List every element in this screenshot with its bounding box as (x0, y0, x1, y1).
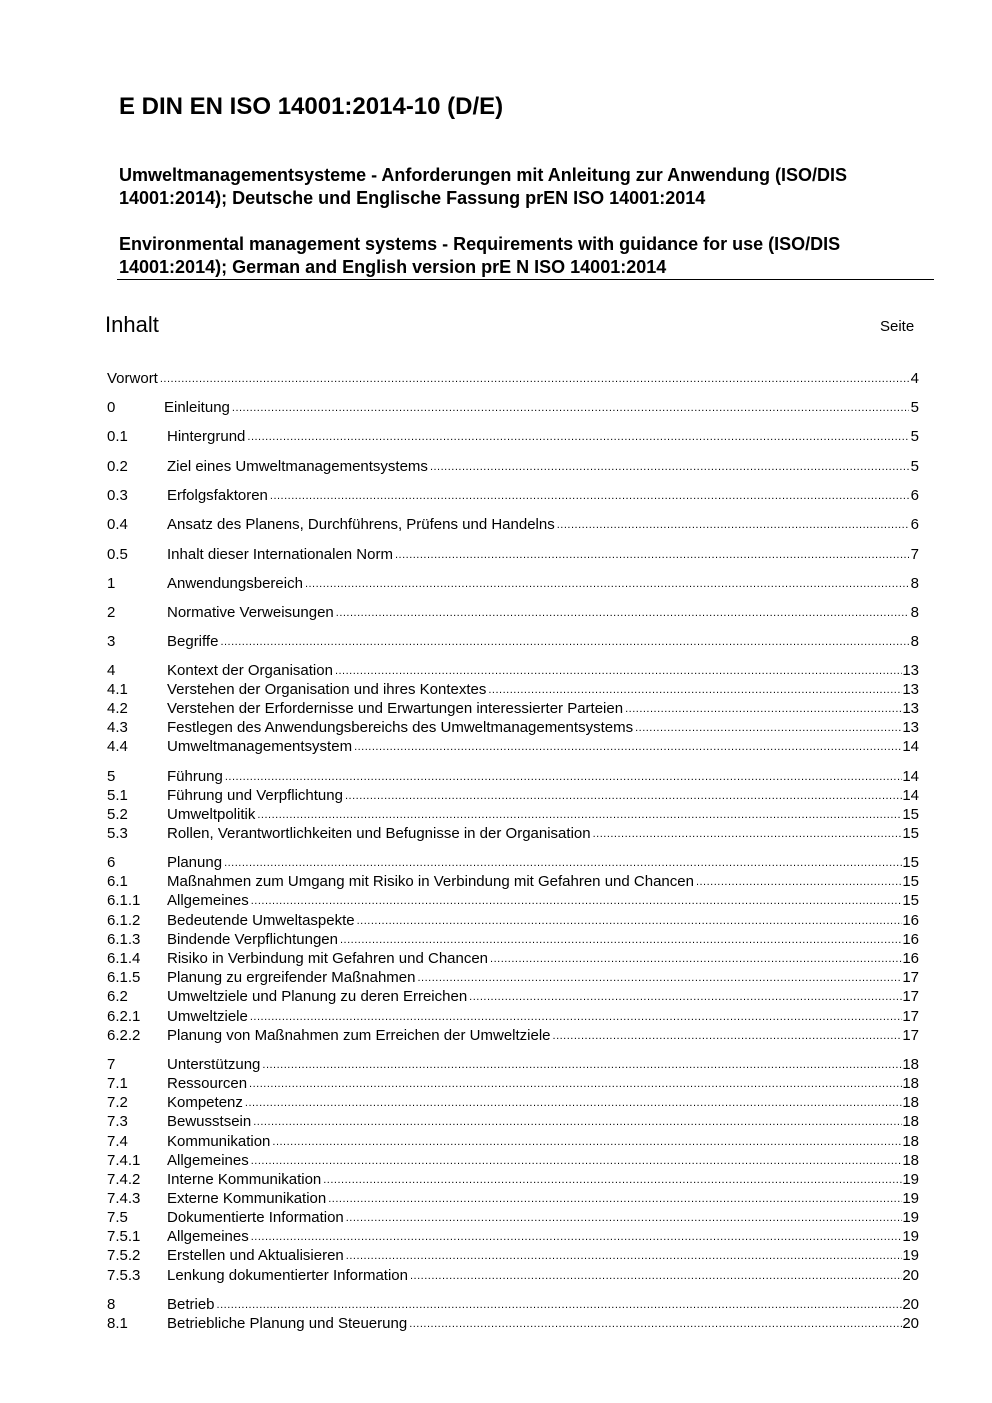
toc-entry[interactable] (107, 1151, 919, 1170)
title-divider (117, 279, 934, 280)
toc-entry-title: Begriffe (167, 633, 219, 650)
toc-dot-leader (243, 1096, 902, 1112)
toc-entry-page: 15 (902, 825, 919, 842)
toc-entry-number: 7.2 (107, 1094, 128, 1111)
toc-dot-leader (352, 740, 902, 756)
toc-entry[interactable] (107, 1007, 919, 1026)
toc-entry[interactable] (107, 699, 919, 718)
toc-entry-page: 13 (902, 662, 919, 679)
toc-dot-leader (260, 1058, 902, 1074)
toc-entry[interactable] (107, 1189, 919, 1208)
toc-entry-number: 6.2.2 (107, 1027, 141, 1044)
toc-dot-leader (247, 1077, 902, 1093)
toc-entry-title: Umweltziele (167, 1008, 248, 1025)
toc-entry-title: Kontext der Organisation (167, 662, 333, 679)
toc-entry-page: 15 (902, 806, 919, 823)
toc-entry[interactable] (107, 891, 919, 910)
toc-entry-number: 7.5.2 (107, 1247, 141, 1264)
toc-entry-number: 8.1 (107, 1315, 128, 1332)
toc-entry[interactable] (107, 1246, 919, 1265)
toc-entry-page: 18 (902, 1075, 919, 1092)
toc-dot-leader (249, 1154, 903, 1170)
toc-entry-page: 17 (902, 969, 919, 986)
toc-entry-page: 20 (902, 1267, 919, 1284)
toc-dot-leader (344, 1211, 903, 1227)
toc-dot-leader (326, 1192, 902, 1208)
toc-entry-number: 6.2 (107, 988, 128, 1005)
toc-dot-leader (334, 606, 909, 622)
toc-dot-leader (355, 914, 903, 930)
toc-entry-title: Anwendungsbereich (167, 575, 303, 592)
toc-entry-number: 7.5 (107, 1209, 128, 1226)
toc-entry[interactable] (107, 737, 919, 756)
toc-entry-page: 15 (902, 892, 919, 909)
toc-entry[interactable] (107, 369, 919, 388)
toc-entry[interactable] (107, 786, 919, 805)
toc-dot-leader (255, 808, 902, 824)
toc-dot-leader (415, 971, 902, 987)
toc-dot-leader (158, 372, 909, 388)
toc-entry-number: 7.3 (107, 1113, 128, 1130)
toc-page-column-label: Seite (880, 318, 915, 335)
toc-entry-title: Dokumentierte Information (167, 1209, 344, 1226)
toc-dot-leader (343, 789, 902, 805)
toc-entry[interactable] (107, 1074, 919, 1093)
toc-dot-leader (249, 894, 903, 910)
toc-entry-page: 18 (902, 1113, 919, 1130)
toc-entry-title: Ansatz des Planens, Durchführens, Prüfens und Handelns (167, 516, 555, 533)
toc-entry-number: 6.1.5 (107, 969, 141, 986)
toc-entry-title: Inhalt dieser Internationalen Norm (167, 546, 393, 563)
toc-entry[interactable] (107, 1314, 919, 1333)
toc-entry-number: 4.1 (107, 681, 128, 698)
toc-entry-title: Externe Kommunikation (167, 1190, 327, 1207)
toc-entry-title: Verstehen der Organisation und ihres Kontextes (167, 681, 487, 698)
toc-entry-number: 7 (107, 1056, 116, 1073)
toc-dot-leader (223, 770, 902, 786)
toc-entry[interactable] (107, 427, 919, 446)
toc-entry-page: 8 (910, 575, 919, 592)
toc-entry-title: Umweltmanagementsystem (167, 738, 353, 755)
toc-entry-page: 18 (902, 1133, 919, 1150)
toc-entry-title: Betriebliche Planung und Steuerung (167, 1315, 408, 1332)
toc-dot-leader (407, 1317, 902, 1333)
toc-entry-title: Vorwort (107, 370, 158, 387)
toc-entry-title: Allgemeines (167, 1228, 249, 1245)
toc-entry[interactable] (107, 1112, 919, 1131)
toc-entry-page: 7 (910, 546, 919, 563)
toc-entry-title: Lenkung dokumentierter Information (167, 1267, 408, 1284)
toc-entry-page: 15 (902, 873, 919, 890)
toc-entry[interactable] (107, 805, 919, 824)
toc-dot-leader (303, 577, 909, 593)
toc-entry-page: 18 (902, 1094, 919, 1111)
toc-entry-number: 7.5.1 (107, 1228, 141, 1245)
toc-entry[interactable] (107, 1055, 919, 1074)
toc-dot-leader (486, 683, 902, 699)
toc-entry-page: 13 (902, 700, 919, 717)
toc-entry-number: 5.2 (107, 806, 128, 823)
toc-entry-page: 4 (910, 370, 919, 387)
toc-entry[interactable] (107, 767, 919, 786)
toc-entry-number: 4.4 (107, 738, 128, 755)
toc-entry-page: 5 (910, 399, 919, 416)
toc-entry-title: Planung von Maßnahmen zum Erreichen der Umweltziele (167, 1027, 551, 1044)
toc-dot-leader (467, 990, 902, 1006)
toc-entry[interactable] (107, 1093, 919, 1112)
toc-entry-title: Interne Kommunikation (167, 1171, 322, 1188)
toc-entry-number: 6.1.3 (107, 931, 141, 948)
toc-entry-page: 20 (902, 1296, 919, 1313)
toc-entry[interactable] (107, 949, 919, 968)
toc-entry-title: Einleitung (164, 399, 230, 416)
toc-entry-title: Planung (167, 854, 223, 871)
toc-entry[interactable] (107, 718, 919, 737)
toc-dot-leader (215, 1298, 903, 1314)
toc-entry[interactable] (107, 632, 919, 651)
toc-entry-title: Bedeutende Umweltaspekte (167, 912, 355, 929)
toc-entry-number: 4.2 (107, 700, 128, 717)
toc-entry-number: 3 (107, 633, 116, 650)
toc-entry[interactable] (107, 1170, 919, 1189)
toc-entry[interactable] (107, 824, 919, 843)
toc-entry-title: Erstellen und Aktualisieren (167, 1247, 344, 1264)
toc-entry-number: 4.3 (107, 719, 128, 736)
toc-entry-number: 7.4.3 (107, 1190, 141, 1207)
toc-entry-number: 6.1.1 (107, 892, 141, 909)
toc-entry-title: Risiko in Verbindung mit Gefahren und Chancen (167, 950, 489, 967)
toc-dot-leader (268, 489, 909, 505)
toc-entry-number: 5.3 (107, 825, 128, 842)
toc-dot-leader (428, 460, 909, 476)
toc-dot-leader (218, 635, 909, 651)
toc-dot-leader (488, 952, 902, 968)
toc-entry[interactable] (107, 987, 919, 1006)
toc-entry[interactable] (107, 853, 919, 872)
toc-entry-number: 2 (107, 604, 116, 621)
toc-entry-number: 0.5 (107, 546, 128, 563)
toc-entry-page: 19 (902, 1190, 919, 1207)
toc-entry[interactable] (107, 1132, 919, 1151)
toc-entry-page: 5 (910, 428, 919, 445)
toc-entry[interactable] (107, 457, 919, 476)
toc-dot-leader (591, 827, 903, 843)
toc-dot-leader (249, 1230, 903, 1246)
toc-entry-page: 17 (902, 988, 919, 1005)
toc-entry-page: 18 (902, 1056, 919, 1073)
toc-entry-number: 6.2.1 (107, 1008, 141, 1025)
toc-entry-page: 20 (902, 1315, 919, 1332)
toc-entry[interactable] (107, 486, 919, 505)
toc-entry-page: 19 (902, 1247, 919, 1264)
toc-dot-leader (333, 664, 902, 680)
toc-dot-leader (633, 721, 902, 737)
toc-entry-number: 4 (107, 662, 116, 679)
toc-entry[interactable] (107, 1026, 919, 1045)
toc-entry-title: Planung zu ergreifender Maßnahmen (167, 969, 416, 986)
toc-entry-title: Bewusstsein (167, 1113, 252, 1130)
toc-entry-title: Hintergrund (167, 428, 246, 445)
toc-entry[interactable] (107, 515, 919, 534)
toc-entry[interactable] (107, 872, 919, 891)
toc-entry-page: 6 (910, 516, 919, 533)
toc-entry-page: 13 (902, 719, 919, 736)
toc-entry-page: 19 (902, 1209, 919, 1226)
toc-entry-number: 0 (107, 399, 116, 416)
toc-entry[interactable] (107, 1295, 919, 1314)
toc-entry-page: 14 (902, 768, 919, 785)
toc-entry-title: Betrieb (167, 1296, 215, 1313)
toc-entry-page: 16 (902, 912, 919, 929)
toc-entry-title: Allgemeines (167, 1152, 249, 1169)
toc-entry-title: Ziel eines Umweltmanagementsystems (167, 458, 428, 475)
toc-entry[interactable] (107, 661, 919, 680)
toc-entry-page: 17 (902, 1008, 919, 1025)
toc-entry-title: Führung und Verpflichtung (167, 787, 343, 804)
toc-entry-number: 0.1 (107, 428, 128, 445)
toc-entry-page: 5 (910, 458, 919, 475)
toc-entry-number: 6 (107, 854, 116, 871)
toc-dot-leader (248, 1010, 902, 1026)
toc-entry-number: 6.1.4 (107, 950, 141, 967)
toc-entry-page: 13 (902, 681, 919, 698)
toc-entry-number: 5 (107, 768, 116, 785)
toc-entry-page: 8 (910, 633, 919, 650)
toc-entry-page: 19 (902, 1228, 919, 1245)
toc-entry-title: Maßnahmen zum Umgang mit Risiko in Verbindung mit Gefahren und Chancen (167, 873, 694, 890)
toc-entry-title: Umweltziele und Planung zu deren Erreichen (167, 988, 468, 1005)
toc-entry-number: 0.3 (107, 487, 128, 504)
toc-entry-title: Festlegen des Anwendungsbereichs des Umweltmanagementsystems (167, 719, 634, 736)
toc-entry-page: 6 (910, 487, 919, 504)
toc-entry-page: 15 (902, 854, 919, 871)
toc-entry-title: Kommunikation (167, 1133, 271, 1150)
toc-entry-title: Umweltpolitik (167, 806, 256, 823)
toc-dot-leader (344, 1249, 903, 1265)
toc-dot-leader (321, 1173, 902, 1189)
toc-dot-leader (408, 1269, 902, 1285)
toc-dot-leader (694, 875, 902, 891)
toc-entry-title: Erfolgsfaktoren (167, 487, 268, 504)
toc-dot-leader (230, 401, 909, 417)
toc-entry[interactable] (107, 1266, 919, 1285)
toc-entry-title: Unterstützung (167, 1056, 261, 1073)
toc-entry-number: 7.4 (107, 1133, 128, 1150)
document-id: E DIN EN ISO 14001:2014-10 (D/E) (119, 93, 504, 120)
toc-entry-number: 0.4 (107, 516, 128, 533)
toc-dot-leader (551, 1029, 903, 1045)
toc-dot-leader (245, 430, 909, 446)
toc-dot-leader (623, 702, 902, 718)
toc-entry-number: 7.1 (107, 1075, 128, 1092)
toc-entry[interactable] (107, 545, 919, 564)
toc-entry-title: Ressourcen (167, 1075, 248, 1092)
toc-entry[interactable] (107, 930, 919, 949)
toc-entry-number: 6.1 (107, 873, 128, 890)
toc-entry-title: Bindende Verpflichtungen (167, 931, 338, 948)
toc-dot-leader (555, 518, 909, 534)
toc-entry-title: Verstehen der Erfordernisse und Erwartungen interessierter Parteien (167, 700, 624, 717)
toc-entry-page: 16 (902, 931, 919, 948)
toc-entry-number: 0.2 (107, 458, 128, 475)
toc-entry[interactable] (107, 398, 919, 417)
toc-entry-title: Rollen, Verantwortlichkeiten und Befugnisse in der Organisation (167, 825, 591, 842)
toc-entry[interactable] (107, 968, 919, 987)
toc-entry-page: 17 (902, 1027, 919, 1044)
toc-entry[interactable] (107, 603, 919, 622)
toc-entry-page: 8 (910, 604, 919, 621)
toc-entry-title: Kompetenz (167, 1094, 243, 1111)
toc-entry[interactable] (107, 574, 919, 593)
toc-entry-page: 14 (902, 738, 919, 755)
toc-entry-number: 7.5.3 (107, 1267, 141, 1284)
toc-dot-leader (338, 933, 902, 949)
toc-entry-title: Allgemeines (167, 892, 249, 909)
toc-entry-title: Führung (167, 768, 223, 785)
toc-dot-leader (270, 1135, 902, 1151)
toc-entry-page: 18 (902, 1152, 919, 1169)
title-english: Environmental management systems - Requirements with guidance for use (ISO/DIS 14001:2014); German and English version prE N ISO 14001:2014 (119, 234, 841, 277)
toc-entry-number: 5.1 (107, 787, 128, 804)
toc-entry-page: 19 (902, 1171, 919, 1188)
toc-entry[interactable] (107, 1208, 919, 1227)
title-german: Umweltmanagementsysteme - Anforderungen mit Anleitung zur Anwendung (ISO/DIS 14001:2014); Deutsche und Englische Fassung prEN ISO 14001:2014 (119, 165, 848, 208)
toc-entry-number: 7.4.2 (107, 1171, 141, 1188)
toc-entry-number: 7.4.1 (107, 1152, 141, 1169)
toc-entry-number: 6.1.2 (107, 912, 141, 929)
toc-dot-leader (222, 856, 902, 872)
toc-entry-page: 14 (902, 787, 919, 804)
toc-entry-number: 1 (107, 575, 116, 592)
toc-entry-number: 8 (107, 1296, 116, 1313)
toc-heading: Inhalt (105, 312, 159, 337)
toc-entry-page: 16 (902, 950, 919, 967)
toc-entry[interactable] (107, 680, 919, 699)
toc-entry[interactable] (107, 911, 919, 930)
toc-dot-leader (393, 548, 909, 564)
toc-entry-title: Normative Verweisungen (167, 604, 334, 621)
toc-dot-leader (251, 1115, 902, 1131)
toc-entry[interactable] (107, 1227, 919, 1246)
